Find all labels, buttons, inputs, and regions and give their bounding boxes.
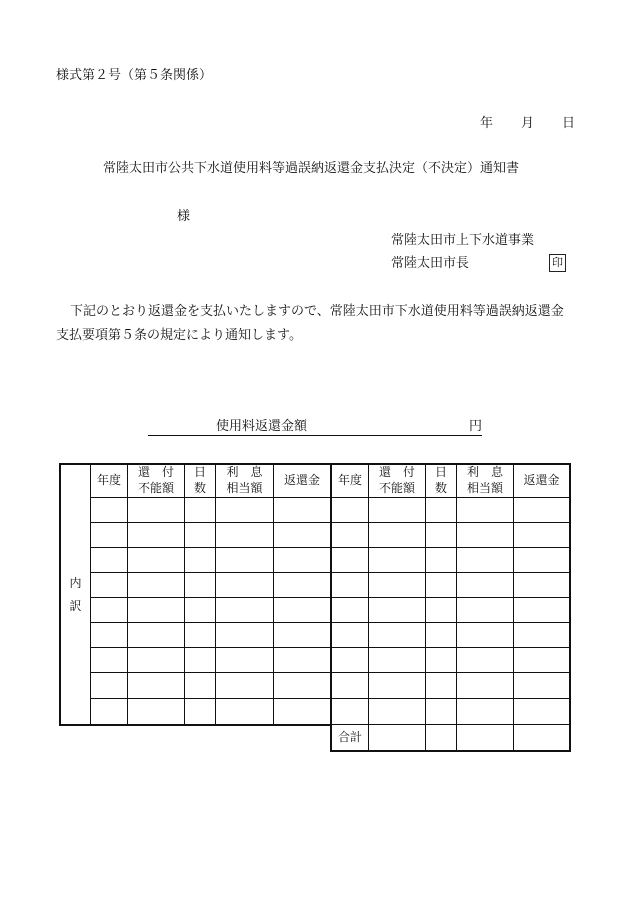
refund-amount-unit: 円 bbox=[469, 419, 483, 434]
body-text-line-2: 支払要項第５条の規定により通知します。 bbox=[56, 328, 302, 343]
header-refund: 返還金 bbox=[283, 473, 320, 487]
refund-amount-label: 使用料返還金額 bbox=[216, 419, 308, 434]
refund-amount-underline bbox=[148, 435, 482, 436]
total-label: 合計 bbox=[337, 730, 362, 744]
date-day-label: 日 bbox=[562, 116, 576, 131]
date-year-label: 年 bbox=[480, 116, 494, 131]
issuer-title: 常陸太田市長 bbox=[391, 256, 470, 271]
header-interest-line1: 利 息 bbox=[226, 465, 263, 479]
date-month-label: 月 bbox=[521, 116, 535, 131]
table-border-left bbox=[59, 463, 61, 726]
header-year: 年度 bbox=[337, 473, 362, 487]
header-days-line1: 日 bbox=[193, 465, 206, 479]
header-days-line1: 日 bbox=[434, 465, 447, 479]
header-unpaid-line1: 還 付 bbox=[378, 465, 415, 479]
issuer-organization: 常陸太田市上下水道事業 bbox=[391, 233, 535, 248]
addressee-suffix: 様 bbox=[177, 209, 191, 224]
col-line bbox=[90, 463, 91, 726]
col-line bbox=[456, 463, 457, 752]
header-refund: 返還金 bbox=[523, 473, 560, 487]
seal-stamp: 印 bbox=[549, 254, 566, 272]
col-line bbox=[184, 463, 185, 726]
header-unpaid-line2: 不能額 bbox=[378, 481, 415, 495]
header-interest-line2: 相当額 bbox=[226, 481, 263, 495]
total-row-bottom bbox=[330, 750, 570, 752]
header-unpaid-line2: 不能額 bbox=[137, 481, 174, 495]
col-line bbox=[425, 463, 426, 752]
document-title: 常陸太田市公共下水道使用料等過誤納返還金支払決定（不決定）通知書 bbox=[103, 161, 520, 176]
col-line bbox=[513, 463, 514, 752]
header-interest-line2: 相当額 bbox=[466, 481, 503, 495]
table-border-right bbox=[569, 463, 571, 752]
row-label-bottom: 訳 bbox=[69, 599, 82, 613]
col-line bbox=[127, 463, 128, 726]
col-divider-middle bbox=[330, 463, 332, 752]
col-line bbox=[273, 463, 274, 726]
form-number: 様式第２号（第５条関係） bbox=[56, 68, 213, 83]
header-days-line2: 数 bbox=[434, 481, 447, 495]
row-label-top: 内 bbox=[69, 576, 82, 590]
header-year: 年度 bbox=[96, 473, 121, 487]
table-border-bottom bbox=[59, 724, 332, 726]
breakdown-table bbox=[59, 463, 570, 744]
row-line bbox=[330, 724, 570, 725]
header-days-line2: 数 bbox=[193, 481, 206, 495]
body-text-line-1: 下記のとおり返還金を支払いたしますので、常陸太田市下水道使用料等過誤納返還金 bbox=[70, 304, 564, 319]
header-interest-line1: 利 息 bbox=[466, 465, 503, 479]
col-line bbox=[368, 463, 369, 752]
col-line bbox=[215, 463, 216, 726]
header-unpaid-line1: 還 付 bbox=[137, 465, 174, 479]
